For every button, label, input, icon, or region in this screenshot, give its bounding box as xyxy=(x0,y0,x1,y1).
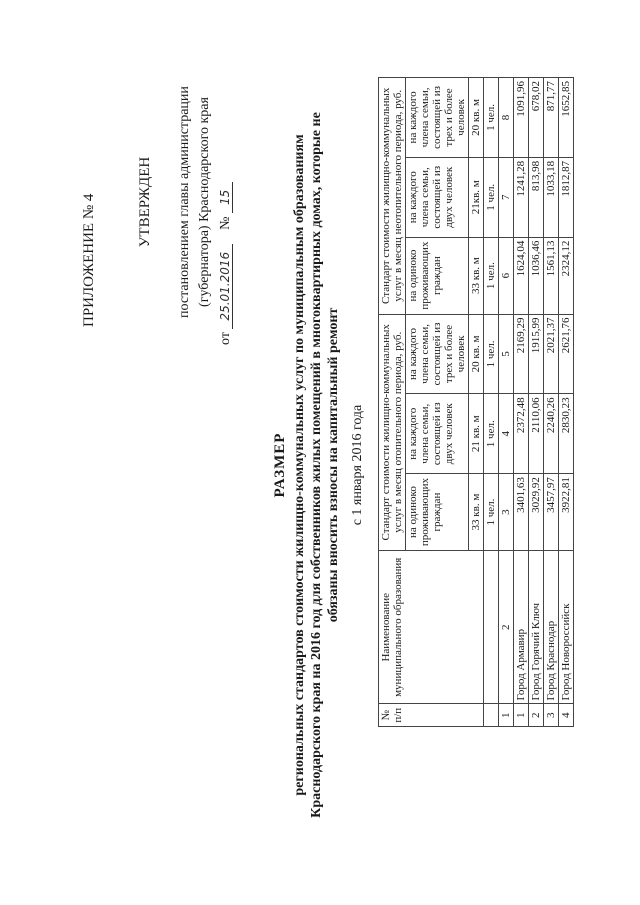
value-cell: 1036,46 xyxy=(529,237,544,314)
index-cell: 2 xyxy=(499,551,514,704)
empty-cell xyxy=(484,551,499,704)
value-cell: 3029,92 xyxy=(529,474,544,551)
value-cell: 2110,06 xyxy=(529,394,544,474)
value-cell: 2240,26 xyxy=(544,394,559,474)
value-cell: 1812,87 xyxy=(559,157,574,237)
value-cell: 678,02 xyxy=(529,78,544,158)
row-num: 3 xyxy=(544,704,559,727)
municipality-name: Город Новороссийск xyxy=(559,551,574,704)
value-cell: 1561,13 xyxy=(544,237,559,314)
area-cell: 33 кв. м xyxy=(469,474,484,551)
index-cell: 1 xyxy=(499,704,514,727)
index-cell: 5 xyxy=(499,314,514,394)
header-two-1: на каждого члена семьи, состоящей из двух человек xyxy=(406,394,469,474)
table-row xyxy=(544,78,559,727)
person-cell: 1 чел. xyxy=(484,78,499,158)
index-cell: 6 xyxy=(499,237,514,314)
value-cell: 3401,63 xyxy=(514,474,529,551)
title-line-2: Краснодарского края на 2016 год для собственников жилых помещений в многоквартирных домах, которые не xyxy=(309,112,324,818)
municipality-name: Город Армавир xyxy=(514,551,529,704)
header-single-2: на одиноко проживающих граждан xyxy=(406,237,469,314)
area-cell: 21кв. м xyxy=(469,157,484,237)
header-heating-period: Стандарт стоимости жилищно-коммунальных услуг в месяц отопительного периода, руб. xyxy=(379,314,406,550)
table-row xyxy=(559,78,574,727)
table-row xyxy=(529,78,544,727)
number-label: № xyxy=(218,216,233,230)
approved-label: УТВЕРЖДЕН xyxy=(137,156,153,248)
index-cell: 7 xyxy=(499,157,514,237)
decree-line-2: (губернатора) Краснодарского края xyxy=(197,97,212,307)
row-num: 2 xyxy=(529,704,544,727)
value-cell: 2830,23 xyxy=(559,394,574,474)
header-three-1: на каждого члена семьи, состоящей из трех и более человек xyxy=(406,314,469,394)
document-title xyxy=(272,85,342,845)
title-line-1: региональных стандартов стоимости жилищно-коммунальных услуг по муниципальным образованиям xyxy=(292,134,307,796)
value-cell: 871,77 xyxy=(544,78,559,158)
index-cell: 4 xyxy=(499,394,514,474)
header-row-groups xyxy=(379,78,406,727)
area-cell: 21 кв. м xyxy=(469,394,484,474)
table-row xyxy=(514,78,529,727)
value-cell: 1624,04 xyxy=(514,237,529,314)
from-label: от xyxy=(218,332,233,345)
value-cell: 1915,99 xyxy=(529,314,544,394)
row-num: 4 xyxy=(559,704,574,727)
effective-date: с 1 января 2016 года xyxy=(350,404,365,526)
header-row-person xyxy=(484,78,499,727)
index-cell: 3 xyxy=(499,474,514,551)
value-cell: 2372,48 xyxy=(514,394,529,474)
person-cell: 1 чел. xyxy=(484,394,499,474)
area-cell: 20 кв. м xyxy=(469,314,484,394)
title-head: РАЗМЕР xyxy=(272,432,288,498)
handwritten-number: 15 xyxy=(218,182,233,213)
value-cell: 3922,81 xyxy=(559,474,574,551)
value-cell: 2169,29 xyxy=(514,314,529,394)
value-cell: 2621,76 xyxy=(559,314,574,394)
person-cell: 1 чел. xyxy=(484,157,499,237)
handwritten-date: 25.01.2016 xyxy=(218,244,233,329)
decree-date-line xyxy=(216,35,235,357)
index-row xyxy=(499,78,514,727)
person-cell: 1 чел. xyxy=(484,314,499,394)
value-cell: 1091,96 xyxy=(514,78,529,158)
value-cell: 3457,97 xyxy=(544,474,559,551)
value-cell: 1652,85 xyxy=(559,78,574,158)
index-cell: 8 xyxy=(499,78,514,158)
municipality-name: Город Горячий Ключ xyxy=(529,551,544,704)
title-line-3: обязаны вносить взносы на капитальный ремонт xyxy=(326,307,341,623)
header-two-2: на каждого члена семьи, состоящей из двух человек xyxy=(406,157,469,237)
header-three-2: на каждого члена семьи, состоящей из трех и более человек xyxy=(406,78,469,158)
value-cell: 2021,37 xyxy=(544,314,559,394)
row-num: 1 xyxy=(514,704,529,727)
header-single-1: на одиноко проживающих граждан xyxy=(406,474,469,551)
person-cell: 1 чел. xyxy=(484,237,499,314)
header-nonheating-period: Стандарт стоимости жилищно-коммунальных услуг в месяц неотопительного периода, руб. xyxy=(379,78,406,315)
standards-table xyxy=(378,77,574,727)
value-cell: 2324,12 xyxy=(559,237,574,314)
decree-line-1: постановлением главы администрации xyxy=(177,86,192,318)
municipality-name: Город Краснодар xyxy=(544,551,559,704)
value-cell: 813,98 xyxy=(529,157,544,237)
area-cell: 20 кв. м xyxy=(469,78,484,158)
header-name: Наименование муниципального образования xyxy=(379,551,484,704)
empty-cell xyxy=(484,704,499,727)
appendix-label: ПРИЛОЖЕНИЕ № 4 xyxy=(81,193,97,327)
person-cell: 1 чел. xyxy=(484,474,499,551)
value-cell: 1241,28 xyxy=(514,157,529,237)
header-num: № п/п xyxy=(379,704,484,727)
value-cell: 1033,18 xyxy=(544,157,559,237)
area-cell: 33 кв. м xyxy=(469,237,484,314)
